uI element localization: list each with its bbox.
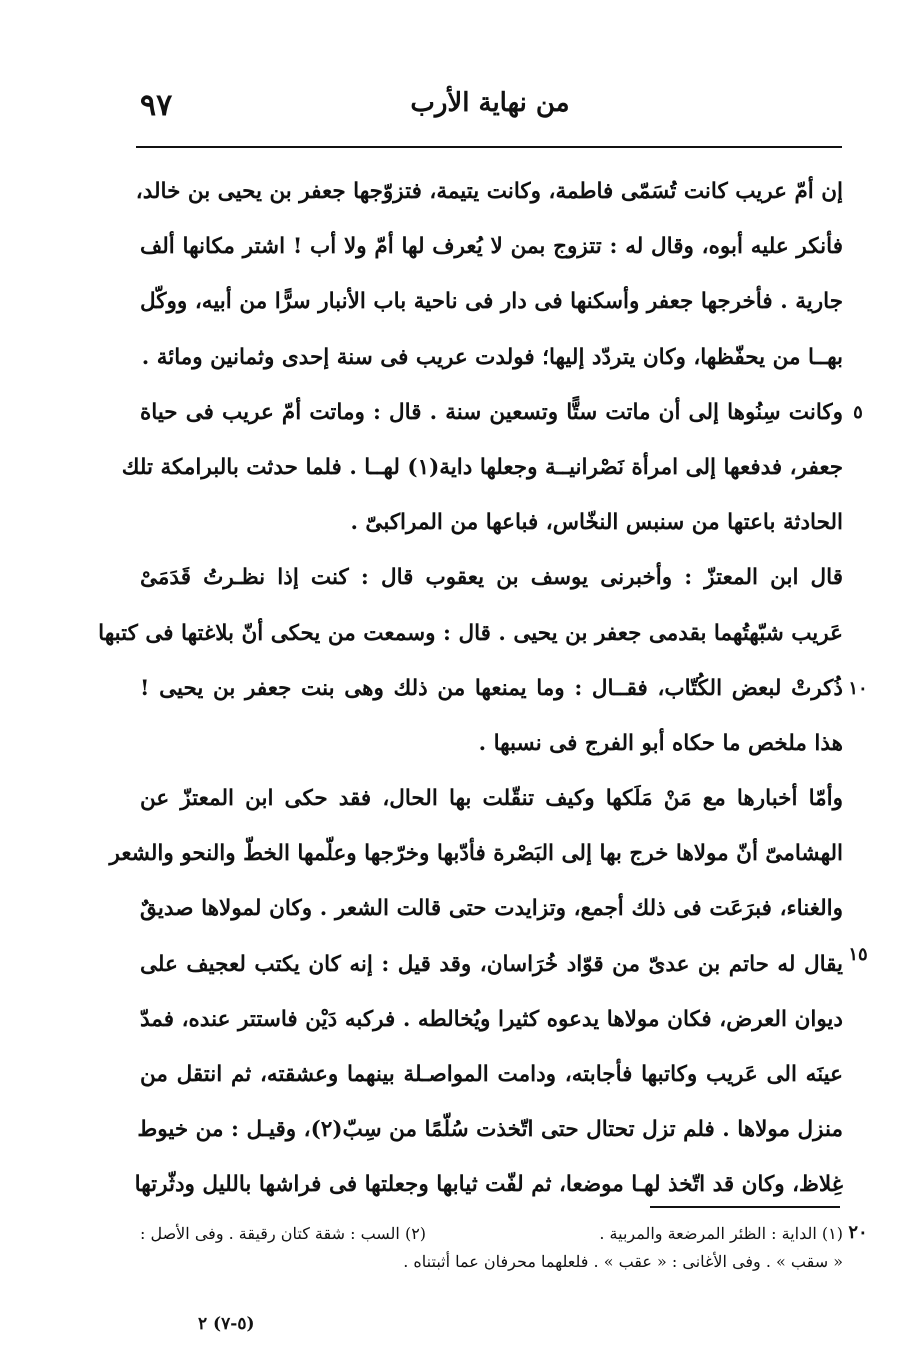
header-rule [136,146,842,148]
text-line: غِلاظ، وكان قد اتّخذ لهـا موضعا، ثم لفّت ثيابها وجعلتها فى فراشها بالليل ودثّرتها [134,1172,843,1198]
text-line: إن أمّ عريب كانت تُسَمّى فاطمة، وكانت يتيمة، فتزوّجها جعفر بن يحيى بن خالد، [135,179,843,204]
line-number-15: ١٥ [848,944,868,965]
text-line: والغناء، فبرَعَت فى ذلك أجمع، وتزايدت حتى قالت الشعر . وكان لمولاها صديقٌ [140,896,843,922]
text-line: فأنكر عليه أبوه، وقال له : تتزوج بمن لا يُعرف لها أمّ ولا أب ! اشتر مكانها ألف [140,234,843,260]
footnote-1: (١) الداية : الظئر المرضعة والمربية . [599,1224,843,1243]
footnote-row [140,1220,843,1248]
text-line: جارية . فأخرجها جعفر وأسكنها فى دار فى ناحية باب الأنبار سرًّا من أبيه، ووكّل [140,289,843,315]
text-line: عَريب شبّهتُهما بقدمى جعفر بن يحيى . قال : وسمعت من يحكى أنّ بلاغتها فى كتبها [98,620,843,646]
footnote-row [140,1248,843,1276]
text-line: يقال له حاتم بن عدىّ من قوّاد خُرَاسان، وقد قيل : إنه كان يكتب لعجيف على [140,951,843,977]
text-line: ذُكرتْ لبعض الكُتّاب، فقــال : وما يمنعها من ذلك وهى بنت جعفر بن يحيى ! [140,675,843,701]
footnotes [140,1220,843,1276]
page-header [140,88,840,132]
text-line: عينَه الى عَريب وكاتبها فأجابته، ودامت المواصـلة بينهما وعشقته، ثم انتقل من [140,1062,843,1087]
main-text [98,164,843,1213]
text-line: جعفر، فدفعها إلى امرأة نَصْرانيــة وجعلها داية(١) لهــا . فلما حدثت بالبرامكة تلك [121,454,843,480]
line-number-10: ١٠ [848,678,868,699]
text-line: الهشامىّ أنّ مولاها خرج بها إلى البَصْرة فأدّبها وخرّجها وعلّمها الخطّ والنحو والشعر [109,841,843,867]
text-line: بهــا من يحفّظها، وكان يتردّد إليها؛ فولدت عريب فى سنة إحدى وثمانين ومائة . [141,344,843,370]
footnote-2-end: « سقب » . وفى الأغانى : « عقب » . فلعلهما محرفان عما أثبتناه . [403,1252,843,1271]
running-title: من نهاية الأرب [410,88,570,118]
text-line: وكانت سِنُوها إلى أن ماتت ستًّا وتسعين سنة . قال : وماتت أمّ عريب فى حياة [140,399,843,425]
footnote-rule [650,1206,840,1208]
text-line: منزل مولاها . فلم تزل تحتال حتى اتّخذت سُلّمًا من سِبّ(٢)، وقيـل : من خيوط [137,1117,843,1143]
text-line: قال ابن المعتزّ : وأخبرنى يوسف بن يعقوب قال : كنت إذا نظـرتُ قَدَمَىْ [140,565,843,591]
line-number-5: ٥ [853,402,863,423]
text-line: ديوان العرض، فكان مولاها يدعوه كثيرا ويُخالطه . فركبه دَيْن فاستتر عنده، فمدّ [140,1006,843,1032]
signature-mark: (٥-٧) ٢ [198,1314,255,1334]
line-number-20: ٢٠ [848,1222,868,1243]
text-line: هذا ملخص ما حكاه أبو الفرج فى نسبها . [478,730,843,756]
text-line: وأمّا أخبارها مع مَنْ مَلَكها وكيف تنقّلت بها الحال، فقد حكى ابن المعتزّ عن [140,786,843,812]
text-line: الحادثة باعتها من سنبس النخّاس، فباعها من المراكبىّ . [350,510,843,536]
page-number: ٩٧ [140,88,173,123]
footnote-2-start: (٢) السب : شقة كتان رقيقة . وفى الأصل : [140,1224,427,1243]
